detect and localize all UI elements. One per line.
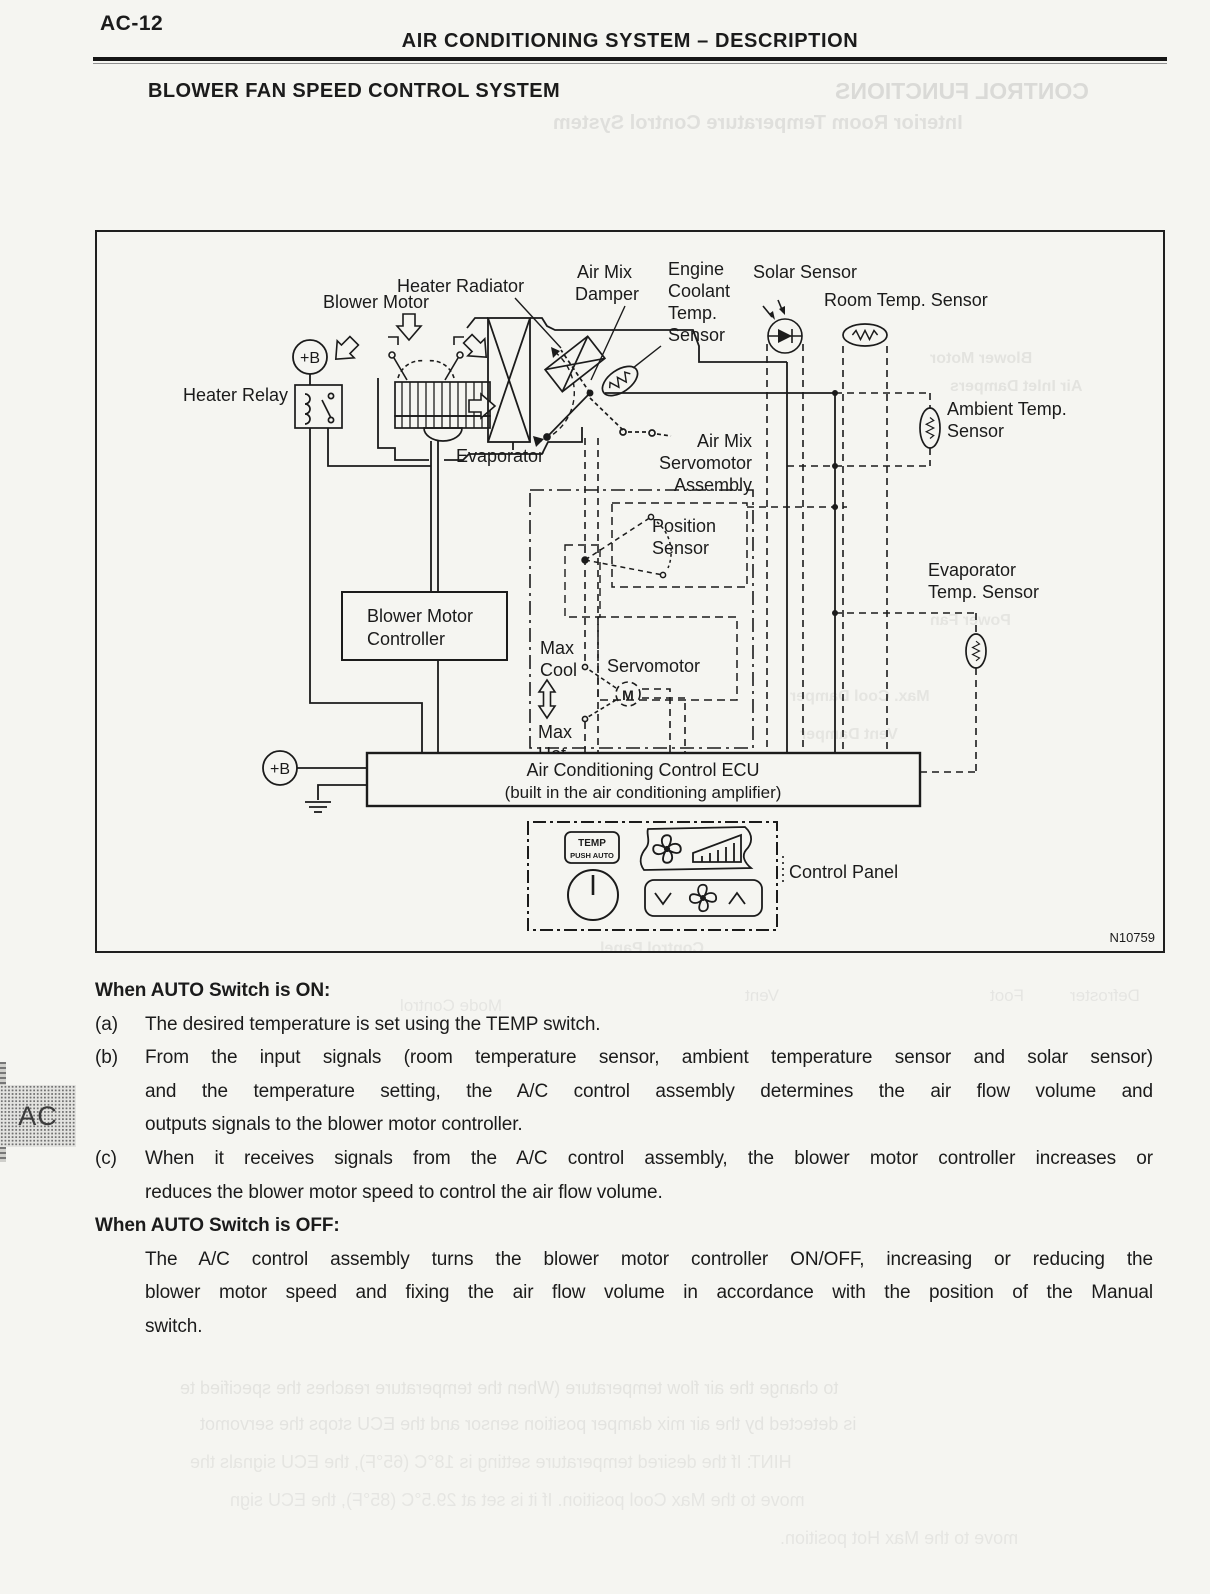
servomotor-m-label: M <box>622 687 634 703</box>
engine-coolant-temp-sensor-symbol <box>597 361 642 402</box>
max-hot-label: Max <box>538 722 573 742</box>
max-cool-label: Max <box>540 638 575 658</box>
section-tab-ac: AC <box>0 1085 76 1147</box>
bleedthrough-text: Vent <box>745 986 780 1005</box>
bleedthrough-text: move to the Max Hot position. <box>780 1528 1019 1548</box>
ambient-temp-sensor-label: Ambient Temp. <box>947 399 1067 419</box>
item-c-line1 <box>95 1142 1153 1176</box>
air-mix-damper-label: Air Mix <box>577 262 632 282</box>
item-a <box>95 1008 1153 1042</box>
evaporator-temp-sensor-label: Evaporator <box>928 560 1017 580</box>
temp-auto-button <box>565 832 619 863</box>
position-sensor-label: Position <box>652 516 717 536</box>
bleedthrough-text: Air Inlet Dampers <box>950 378 1083 395</box>
room-temp-sensor-symbol <box>843 324 887 346</box>
servomotor-label: Servomotor <box>607 656 701 676</box>
battery-plus-b-1 <box>293 340 327 374</box>
auto-off-heading: When AUTO Switch is OFF: <box>95 1215 340 1237</box>
bleedthrough-text: Vent Damper <box>800 726 898 743</box>
item-c-text: When it receives signals from the A/C control assembly, the blower motor controller increases or <box>145 1147 1153 1169</box>
heater-radiator-symbol <box>545 336 605 391</box>
bleedthrough-text: Control Panel <box>600 940 705 957</box>
servo-assembly-label: Air Mix <box>697 431 752 451</box>
auto-on-heading: When AUTO Switch is ON: <box>95 980 331 1001</box>
fan-icon <box>690 885 716 911</box>
engine-coolant-label: Coolant <box>668 281 731 301</box>
svg-text:+B: +B <box>299 350 321 367</box>
engine-coolant-leader <box>633 346 661 368</box>
max-cool-label: Cool <box>540 660 578 680</box>
svg-text:TEMP: TEMP <box>578 838 606 849</box>
page-number: AC-12 <box>100 12 164 35</box>
bleedthrough-text: Interior Room Temperature Control System <box>553 112 963 134</box>
item-b-marker: (b) <box>95 1047 118 1069</box>
page-title: AIR CONDITIONING SYSTEM – DESCRIPTION <box>401 30 859 52</box>
blower-motor-controller-label: Controller <box>367 629 446 649</box>
air-inlet-dampers <box>388 337 464 380</box>
bleedthrough-text: Defroster <box>1070 986 1140 1005</box>
position-sensor-sub-box <box>565 545 600 617</box>
section-title: BLOWER FAN SPEED CONTROL SYSTEM <box>148 80 561 102</box>
control-panel-label: Control Panel <box>789 862 899 882</box>
ambient-temp-sensor-label: Sensor <box>947 421 1005 441</box>
figure-number: N10759 <box>1109 930 1155 945</box>
ecu-label: (built in the air conditioning amplifier) <box>504 783 782 802</box>
position-sensor-label: Sensor <box>652 538 710 558</box>
dashed-wires <box>585 344 976 772</box>
servo-assembly-label: Assembly <box>673 475 752 495</box>
bleedthrough-text: Blower Motor <box>930 350 1033 367</box>
evaporator-symbol <box>488 318 530 450</box>
blower-motor-controller-label: Blower Motor <box>367 606 474 626</box>
airflow-arrows <box>327 314 495 418</box>
bleedthrough-text: HINT: If the desired temperature setting is 18°C (65°F), the ECU signals the <box>190 1452 792 1472</box>
evaporator-label: Evaporator <box>456 446 545 466</box>
evaporator-temp-sensor-symbol <box>966 634 986 668</box>
fan-icon <box>653 835 681 863</box>
off-line1: The A/C control assembly turns the blower motor controller ON/OFF, increasing or reducing the <box>145 1248 1153 1270</box>
heater-relay-label: Heater Relay <box>182 385 288 405</box>
header-rule <box>93 57 1167 61</box>
blower-motor-label: Blower Motor <box>323 292 430 312</box>
solar-sensor-symbol <box>763 300 802 353</box>
off-line2: blower motor speed and fixing the air flow volume in accordance with the position of the Manual <box>145 1282 1153 1304</box>
bleedthrough-text: to change the air flow temperature (When the temperature reaches the specified te <box>180 1378 839 1398</box>
svg-text:+B: +B <box>269 761 291 778</box>
description-text <box>95 974 1153 1344</box>
blower-fan-speed-control-diagram <box>95 230 1165 953</box>
ambient-temp-sensor-symbol <box>920 408 940 448</box>
fan-speed-button <box>645 880 762 916</box>
engine-coolant-label: Sensor <box>668 325 726 345</box>
bleedthrough-text: Power Fan <box>930 612 1011 629</box>
svg-text:PUSH AUTO: PUSH AUTO <box>570 851 614 860</box>
servomotor-assembly-box <box>530 490 753 748</box>
temp-dial-knob <box>568 870 618 920</box>
bleedthrough-text: Foot <box>990 986 1025 1005</box>
off-line3: switch. <box>145 1315 203 1337</box>
bleedthrough-text: Max. Cool Damper <box>790 688 930 705</box>
battery-plus-b-2 <box>263 751 297 785</box>
solar-sensor-label: Solar Sensor <box>753 262 858 282</box>
bleedthrough-text: move to the Max Cool position. If it is set at 29.5°C (85°F), the ECU sign <box>230 1490 805 1510</box>
fan-speed-display <box>641 827 751 870</box>
item-b-line1 <box>95 1041 1153 1075</box>
item-b-line3: outputs signals to the blower motor controller. <box>145 1114 523 1136</box>
max-cool-hot-arrow <box>539 680 555 718</box>
header-rule-echo <box>93 63 1167 64</box>
item-c-line2: reduces the blower motor speed to control the air flow volume. <box>145 1181 663 1203</box>
evaporator-temp-sensor-label: Temp. Sensor <box>928 582 1040 602</box>
item-a-text: The desired temperature is set using the TEMP switch. <box>145 1013 601 1035</box>
heater-relay-symbol <box>295 385 342 428</box>
bleedthrough-text: Mode Control <box>400 996 503 1015</box>
heater-radiator-label: Heater Radiator <box>397 276 525 296</box>
blower-motor-controller-box <box>342 592 507 660</box>
item-b-text: From the input signals (room temperature sensor, ambient temperature sensor and solar sensor) <box>145 1047 1153 1069</box>
item-b-line2: and the temperature setting, the A/C control assembly determines the air flow volume and <box>145 1080 1153 1102</box>
item-a-marker: (a) <box>95 1013 118 1035</box>
bleedthrough-text: CONTROL FUNCTIONS <box>835 78 1089 104</box>
bleedthrough-text: is detected by the air mix damper position sensor and the ECU stops the servomot <box>200 1414 857 1434</box>
engine-coolant-label: Engine <box>668 259 725 279</box>
air-mix-damper-label: Damper <box>575 284 640 304</box>
room-temp-sensor-label: Room Temp. Sensor <box>824 290 988 310</box>
item-c-marker: (c) <box>95 1147 117 1169</box>
engine-coolant-label: Temp. <box>668 303 718 323</box>
ecu-label: Air Conditioning Control ECU <box>526 760 760 780</box>
servo-assembly-label: Servomotor <box>658 453 752 473</box>
